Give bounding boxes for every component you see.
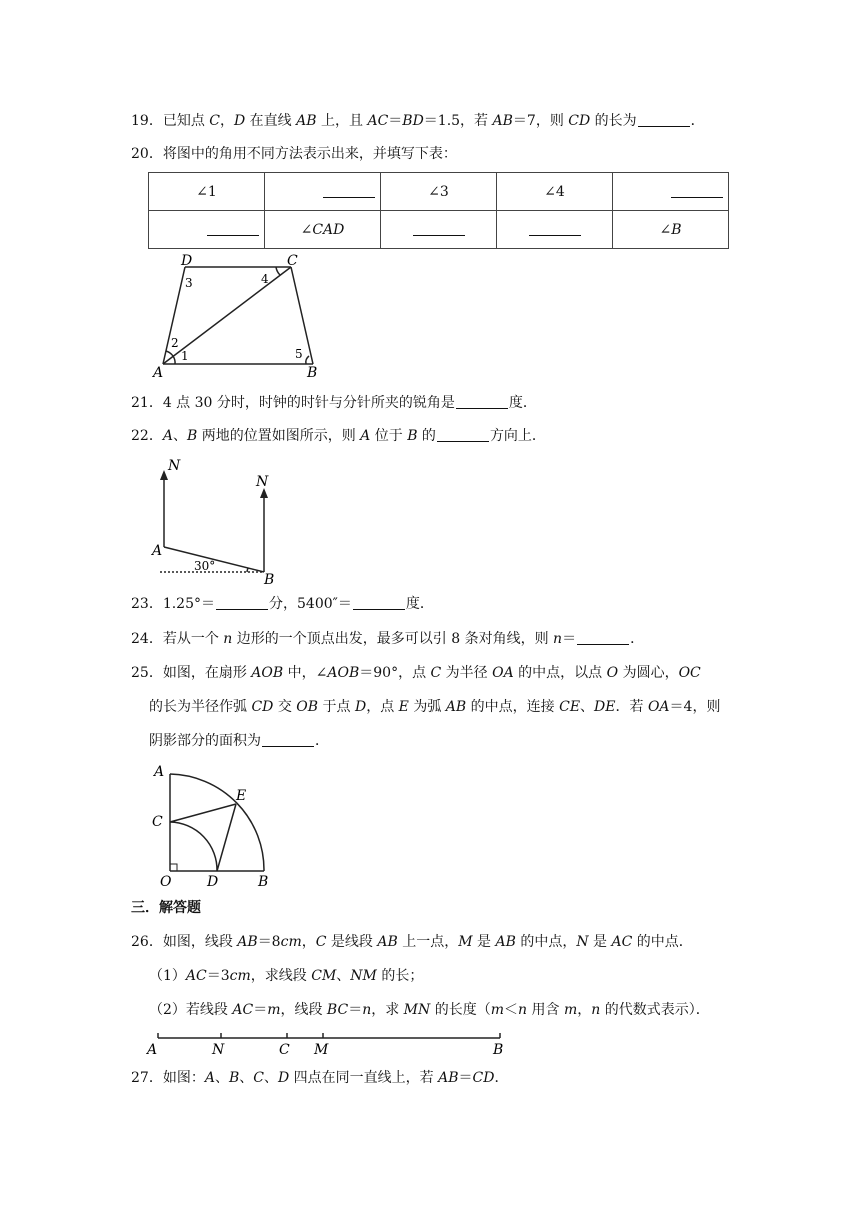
question-20: 20．将图中的角用不同方法表示出来，并填写下表：: [131, 146, 457, 162]
angle-label-2: 2: [171, 336, 179, 350]
question-25-line-2: 的长为半径作弧 CD 交 OB 于点 D，点 E 为弧 AB 的中点，连接 CE、DE．若 OA＝4，则: [149, 699, 721, 715]
table-cell: ∠CAD: [265, 211, 381, 249]
question-number: 26．: [131, 934, 163, 950]
angle-label-30: 30°: [194, 559, 216, 573]
answer-blank[interactable]: [323, 183, 375, 198]
angle-label-5: 5: [295, 347, 303, 361]
question-25-line-3: 阴影部分的面积为 ．: [149, 733, 329, 749]
vertex-label-d: D: [181, 253, 193, 269]
answer-blank[interactable]: [216, 595, 268, 610]
question-22: 22．A、B 两地的位置如图所示，则 A 位于 B 的 方向上．: [131, 428, 546, 444]
question-number: 25．: [131, 665, 163, 681]
question-number: 24．: [131, 631, 163, 647]
point-label-e: E: [236, 788, 247, 804]
section-heading: 三．解答题: [131, 900, 201, 916]
vertex-label-b: B: [307, 365, 318, 381]
answer-blank[interactable]: [262, 732, 314, 747]
table-cell: [149, 211, 265, 249]
question-number: 19．: [131, 113, 163, 129]
question-19: 19．已知点 C，D 在直线 AB 上，且 AC＝BD＝1.5，若 AB＝7，则 CD 的长为 ．: [131, 113, 705, 129]
direction-figure: [150, 456, 280, 586]
segment-figure: [145, 1030, 515, 1058]
question-number: 21．: [131, 395, 163, 411]
table-cell: ∠B: [613, 211, 729, 249]
question-26-part-2: （2）若线段 AC＝m，线段 BC＝n，求 MN 的长度（m＜n 用含 m，n 的代数式表示）．: [149, 1002, 710, 1018]
table-cell: ∠4: [497, 173, 613, 211]
answer-blank[interactable]: [529, 221, 581, 236]
answer-blank[interactable]: [207, 221, 259, 236]
table-cell: [613, 173, 729, 211]
table-cell: ∠3: [381, 173, 497, 211]
point-label-o: O: [160, 874, 172, 890]
vertex-label-c: C: [287, 253, 298, 269]
table-row: [149, 211, 729, 249]
point-label-c: C: [279, 1042, 290, 1058]
point-label-b: B: [258, 874, 269, 890]
point-label-m: M: [314, 1042, 329, 1058]
point-label-a: A: [154, 764, 165, 780]
question-25: 25．如图，在扇形 AOB 中，∠AOB＝90°，点 C 为半径 OA 的中点，以点 O 为圆心，OC: [131, 665, 701, 681]
north-label-b: N: [256, 474, 269, 490]
question-27: 27．如图：A、B、C、D 四点在同一直线上，若 AB＝CD．: [131, 1070, 509, 1086]
trapezoid-figure: [145, 250, 335, 380]
table-cell: [497, 211, 613, 249]
angle-label-1: 1: [181, 349, 189, 363]
answer-blank[interactable]: [437, 427, 489, 442]
point-label-a: A: [147, 1042, 158, 1058]
question-number: 23．: [131, 596, 163, 612]
table-cell: [381, 211, 497, 249]
point-label-a: A: [152, 543, 163, 559]
table-cell: [265, 173, 381, 211]
point-label-d: D: [207, 874, 219, 890]
answer-blank[interactable]: [413, 221, 465, 236]
answer-blank[interactable]: [456, 394, 508, 409]
answer-blank[interactable]: [577, 630, 629, 645]
north-label-a: N: [168, 458, 181, 474]
point-label-b: B: [493, 1042, 504, 1058]
point-label-c: C: [152, 814, 163, 830]
angle-label-3: 3: [185, 276, 193, 290]
question-26-part-1: （1）AC＝3cm，求线段 CM、NM 的长；: [149, 968, 424, 984]
question-26: 26．如图，线段 AB＝8cm，C 是线段 AB 上一点，M 是 AB 的中点，N 是 AC 的中点．: [131, 934, 693, 950]
question-number: 20．: [131, 146, 163, 162]
point-label-b: B: [264, 572, 275, 588]
angle-table: [148, 172, 729, 249]
answer-blank[interactable]: [353, 595, 405, 610]
question-number: 27．: [131, 1070, 163, 1086]
question-number: 22．: [131, 428, 163, 444]
table-row: [149, 173, 729, 211]
point-label-n: N: [212, 1042, 225, 1058]
question-21: 21．4 点 30 分时，时钟的时针与分针所夹的锐角是 度．: [131, 395, 537, 411]
answer-blank[interactable]: [671, 183, 723, 198]
sector-figure: [150, 762, 280, 892]
angle-label-4: 4: [261, 272, 269, 286]
vertex-label-a: A: [153, 365, 164, 381]
table-cell: ∠1: [149, 173, 265, 211]
question-24: 24．若从一个 n 边形的一个顶点出发，最多可以引 8 条对角线，则 n＝ ．: [131, 631, 645, 647]
question-23: 23．1.25°＝ 分，5400″＝ 度．: [131, 596, 434, 612]
answer-blank[interactable]: [638, 112, 690, 127]
